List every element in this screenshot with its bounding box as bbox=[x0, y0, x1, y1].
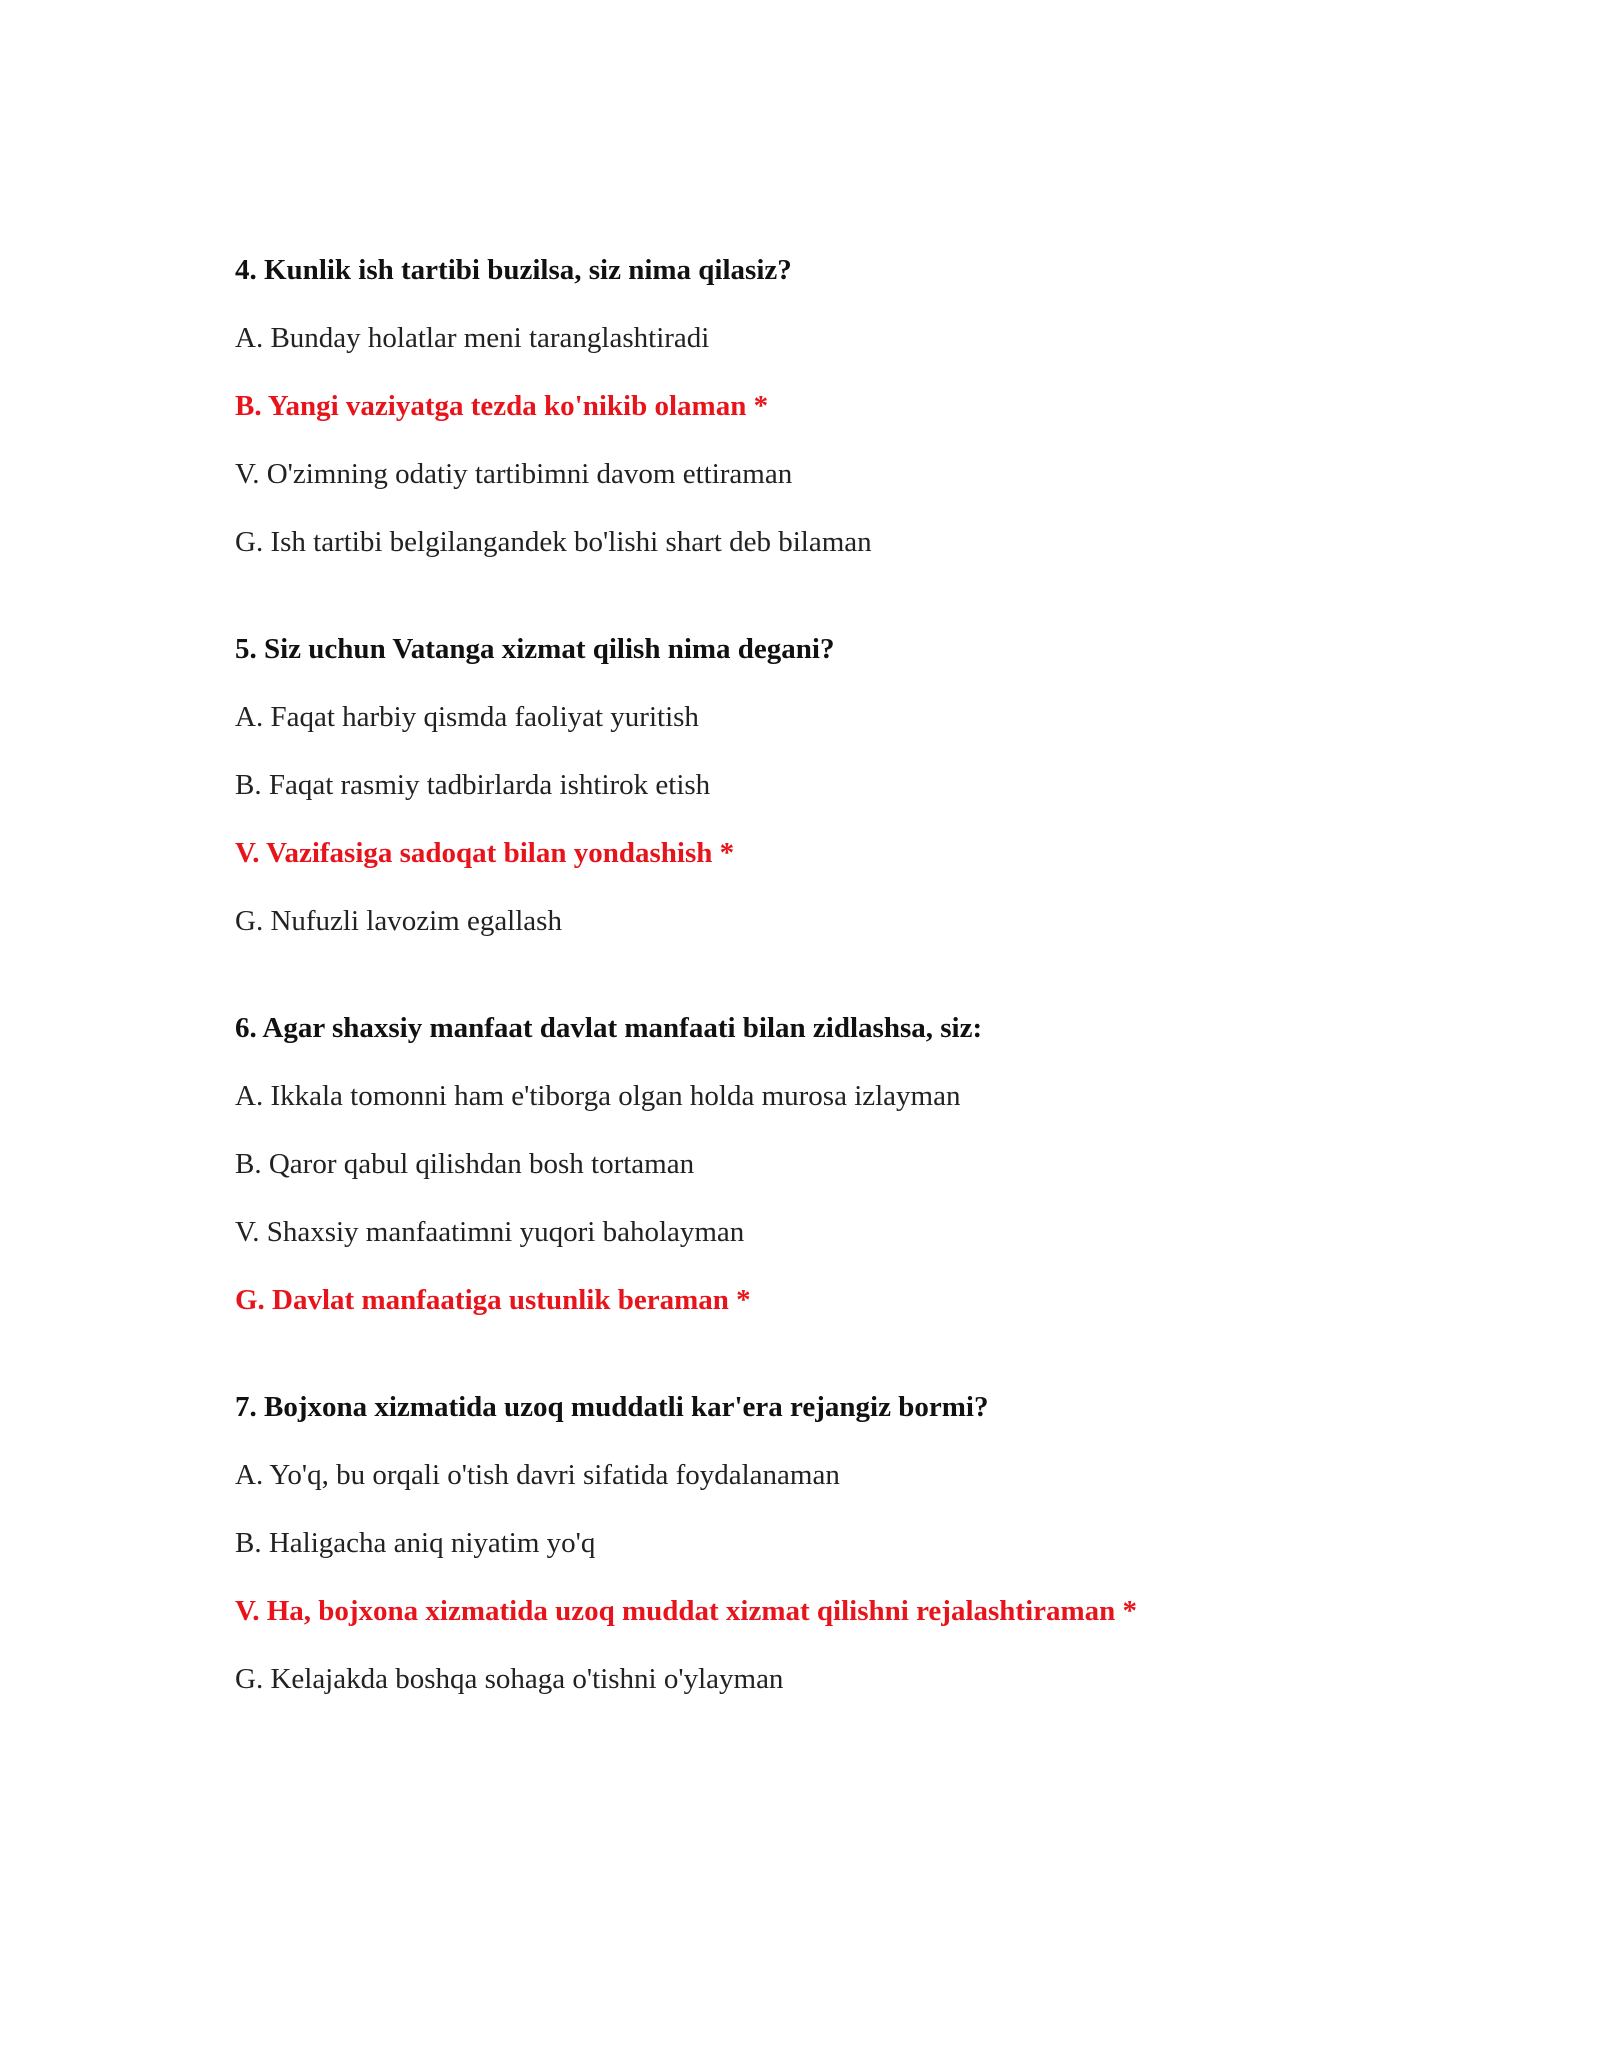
answer-option: B. Faqat rasmiy tadbirlarda ishtirok etish bbox=[235, 769, 711, 801]
answer-option-correct: B. Yangi vaziyatga tezda ko'nikib olaman * bbox=[235, 390, 769, 422]
question-title: 4. Kunlik ish tartibi buzilsa, siz nima qilasiz? bbox=[235, 254, 792, 286]
answer-option: A. Ikkala tomonni ham e'tiborga olgan holda murosa izlayman bbox=[235, 1080, 961, 1112]
answer-options bbox=[235, 697, 1485, 941]
question-title: 7. Bojxona xizmatida uzoq muddatli kar'era rejangiz bormi? bbox=[235, 1391, 989, 1423]
answer-option: B. Qaror qabul qilishdan bosh tortaman bbox=[235, 1148, 695, 1180]
answer-options bbox=[235, 318, 1485, 562]
answer-options bbox=[235, 1455, 1485, 1699]
answer-option: V. Shaxsiy manfaatimni yuqori baholayman bbox=[235, 1216, 745, 1248]
question-title: 5. Siz uchun Vatanga xizmat qilish nima degani? bbox=[235, 633, 835, 665]
question-block-4 bbox=[235, 250, 1485, 562]
document-page bbox=[235, 250, 1485, 1699]
question-title: 6. Agar shaxsiy manfaat davlat manfaati bilan zidlashsa, siz: bbox=[235, 1012, 983, 1044]
answer-option: V. O'zimning odatiy tartibimni davom ettiraman bbox=[235, 458, 793, 490]
question-block-7 bbox=[235, 1387, 1485, 1699]
answer-option: G. Ish tartibi belgilangandek bo'lishi shart deb bilaman bbox=[235, 526, 872, 558]
answer-option: A. Bunday holatlar meni taranglashtiradi bbox=[235, 322, 710, 354]
answer-option: A. Faqat harbiy qismda faoliyat yuritish bbox=[235, 701, 699, 733]
question-block-5 bbox=[235, 629, 1485, 941]
answer-option: G. Kelajakda boshqa sohaga o'tishni o'ylayman bbox=[235, 1663, 784, 1695]
question-block-6 bbox=[235, 1008, 1485, 1320]
answer-option: B. Haligacha aniq niyatim yo'q bbox=[235, 1527, 596, 1559]
answer-options bbox=[235, 1076, 1485, 1320]
answer-option: G. Nufuzli lavozim egallash bbox=[235, 905, 562, 937]
answer-option-correct: V. Ha, bojxona xizmatida uzoq muddat xizmat qilishni rejalashtiraman * bbox=[235, 1595, 1138, 1627]
answer-option-correct: G. Davlat manfaatiga ustunlik beraman * bbox=[235, 1284, 751, 1316]
answer-option: A. Yo'q, bu orqali o'tish davri sifatida foydalanaman bbox=[235, 1459, 840, 1491]
answer-option-correct: V. Vazifasiga sadoqat bilan yondashish * bbox=[235, 837, 735, 869]
